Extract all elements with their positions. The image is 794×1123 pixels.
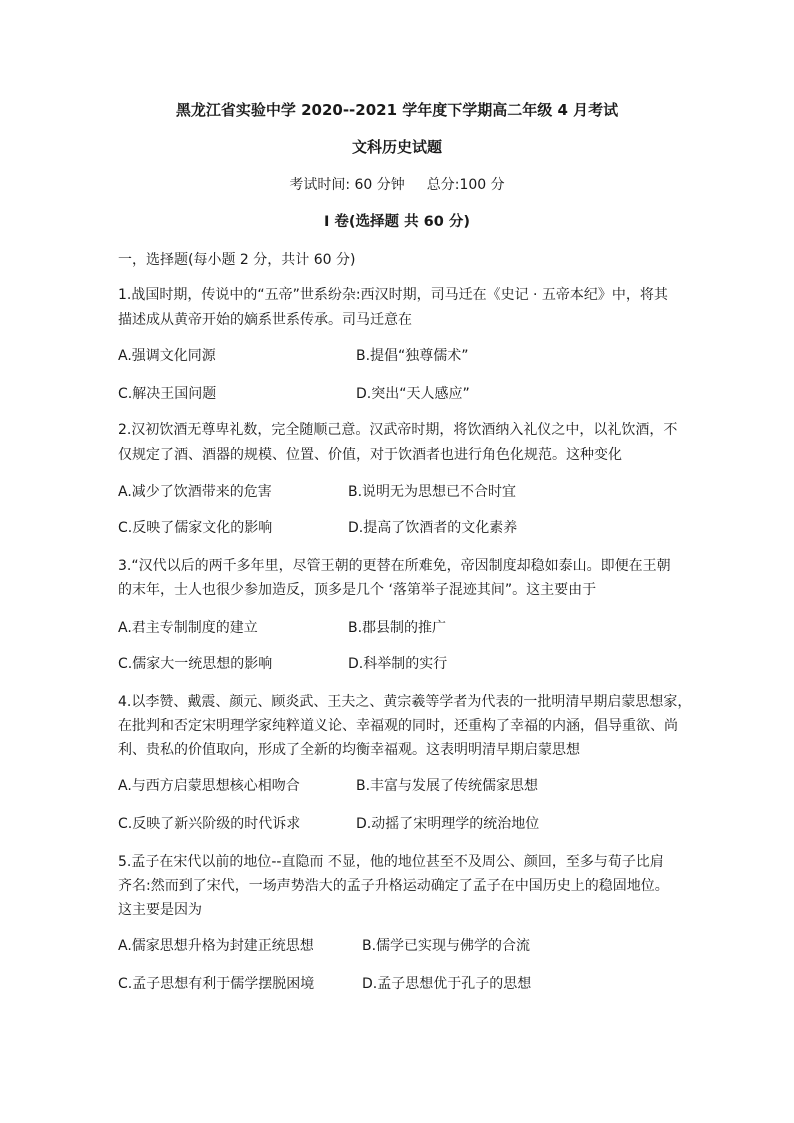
option-d: D.突出“天人感应” — [356, 386, 470, 402]
option-a: A.与西方启蒙思想核心相吻合 — [118, 778, 300, 794]
option-c: C.反映了儒家文化的影响 — [118, 520, 273, 536]
question-text-line: 2.汉初饮酒无尊卑礼数，完全随顺己意。汉武帝时期，将饮酒纳入礼仪之中，以礼饮酒，不 — [118, 422, 678, 438]
option-d: D.科举制的实行 — [348, 656, 448, 672]
question-text-line: 描述成从黄帝开始的嫡系世系传承。司马迁意在 — [118, 312, 412, 328]
question-text-line: 的末年，士人也很少参加造反，顶多是几个 ‘落第举子混迹其间”。这主要由于 — [118, 582, 597, 598]
total-score: 总分:100 分 — [426, 177, 505, 193]
question-text-line: 1.战国时期，传说中的“五帝”世系纷杂:西汉时期，司马迁在《史记 · 五帝本纪》中，将其 — [118, 287, 668, 303]
option-a: A.儒家思想升格为封建正统思想 — [118, 938, 314, 954]
question-text-line: 在批判和否定宋明理学家纯粹道义论、幸福观的同时，还重构了幸福的内涵，倡导重欲、尚 — [118, 718, 678, 734]
option-b: B.郡县制的推广 — [348, 620, 447, 636]
option-d: D.提高了饮酒者的文化素养 — [348, 520, 518, 536]
option-c: C.解决王国问题 — [118, 386, 217, 402]
option-d: D.孟子思想优于孔子的思想 — [362, 976, 532, 992]
part-heading: 一，选择题(每小题 2 分，共计 60 分) — [118, 252, 356, 268]
question-text-line: 齐名:然而到了宋代，一场声势浩大的孟子升格运动确定了孟子在中国历史上的稳固地位。 — [118, 878, 669, 894]
question-text-line: 利、贵私的价值取向，形成了全新的均衡幸福观。这表明明清早期启蒙思想 — [118, 742, 580, 758]
option-c: C.儒家大一统思想的影响 — [118, 656, 273, 672]
option-c: C.孟子思想有利于儒学摆脱困境 — [118, 976, 315, 992]
option-a: A.强调文化同源 — [118, 348, 216, 364]
option-b: B.丰富与发展了传统儒家思想 — [356, 778, 539, 794]
exam-time: 考试时间: 60 分钟 — [289, 177, 405, 193]
option-c: C.反映了新兴阶级的时代诉求 — [118, 816, 301, 832]
question-text-line: 这主要是因为 — [118, 902, 202, 918]
exam-title: 黑龙江省实验中学 2020--2021 学年度下学期高二年级 4 月考试 — [175, 101, 619, 119]
option-d: D.动摇了宋明理学的统治地位 — [356, 816, 540, 832]
question-text-line: 4.以李赞、戴震、颜元、顾炎武、王夫之、黄宗羲等学者为代表的一批明清早期启蒙思想家， — [118, 694, 692, 710]
exam-meta — [0, 174, 794, 194]
question-text-line: 仅规定了酒、酒器的规模、位置、价值，对于饮酒者也进行角色化规范。这种变化 — [118, 447, 622, 463]
section-heading: I 卷(选择题 共 60 分) — [323, 214, 471, 230]
question-text-line: 3.“汉代以后的两千多年里，尽管王朝的更替在所难免，帝因制度却稳如泰山。即便在王朝 — [118, 558, 671, 574]
option-b: B.说明无为思想已不合时宜 — [348, 484, 517, 500]
option-a: A.君主专制制度的建立 — [118, 620, 258, 636]
exam-subtitle: 文科历史试题 — [351, 138, 442, 156]
option-a: A.减少了饮酒带来的危害 — [118, 484, 272, 500]
option-b: B.儒学已实现与佛学的合流 — [362, 938, 531, 954]
option-b: B.提倡“独尊儒术” — [356, 348, 469, 364]
question-text-line: 5.孟子在宋代以前的地位--直隐而 不显，他的地位甚至不及周公、颜回，至多与荀子比肩 — [118, 854, 664, 870]
